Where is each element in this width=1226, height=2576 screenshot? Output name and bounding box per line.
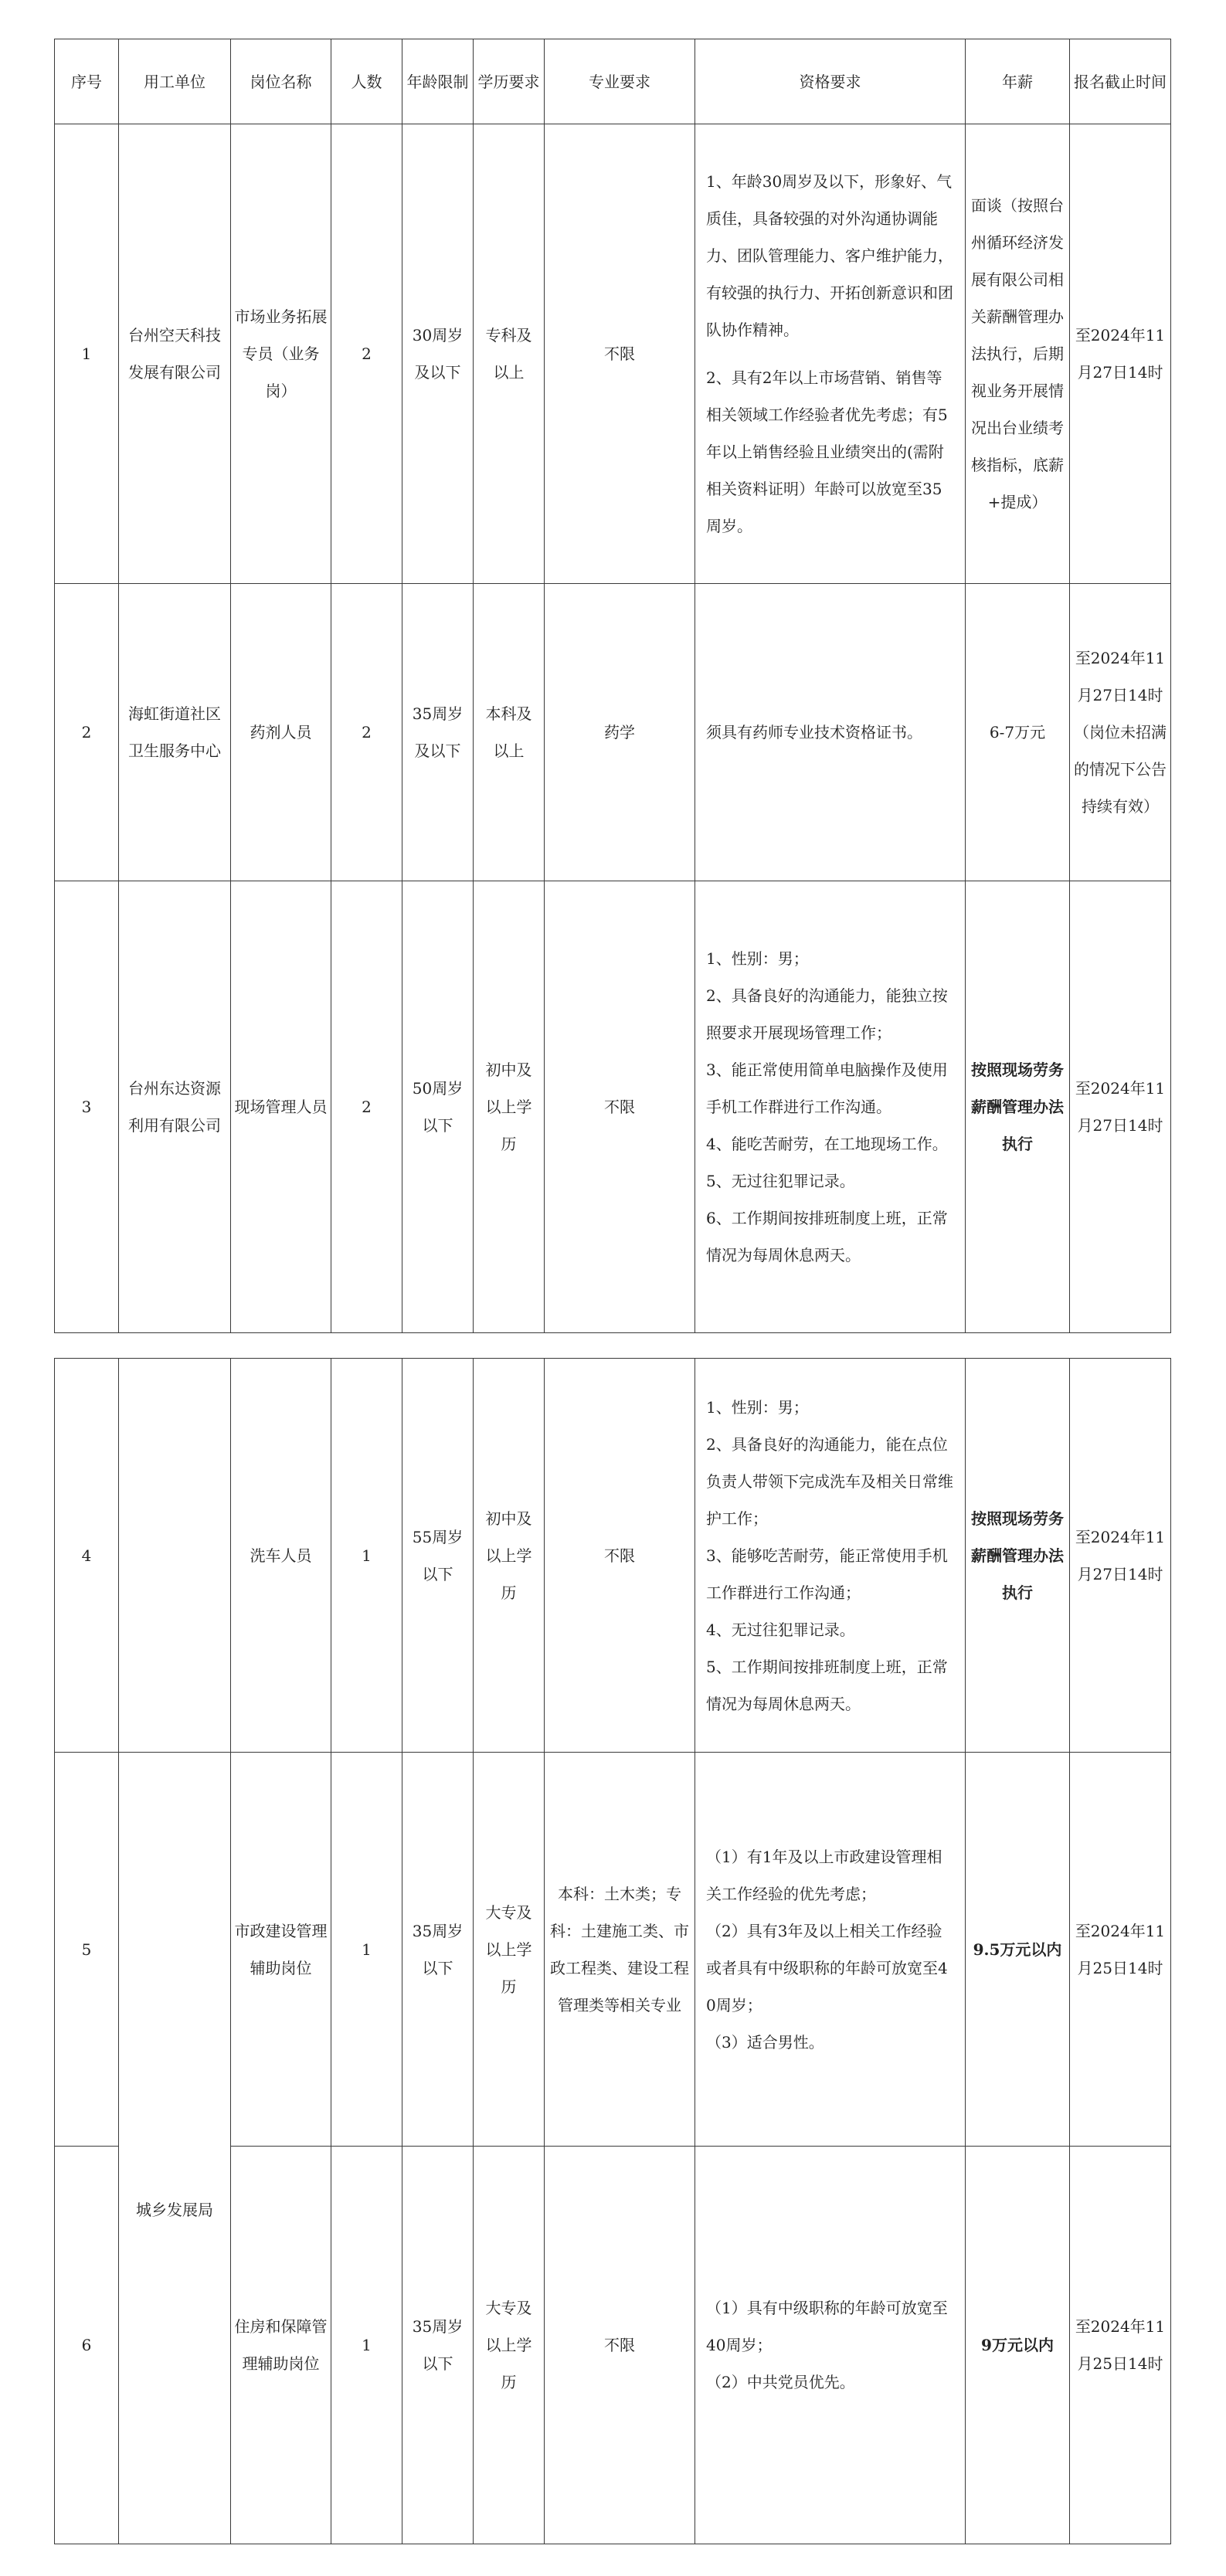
row-unit: 台州空天科技发展有限公司 xyxy=(119,124,231,584)
qual-item: （2）具有3年及以上相关工作经验或者具有中级职称的年龄可放宽至40周岁； xyxy=(706,1921,948,2014)
row-count: 1 xyxy=(331,2147,402,2544)
row-deadline: 至2024年11月27日14时 xyxy=(1070,881,1171,1333)
row-edu: 初中及以上学历 xyxy=(474,1359,545,1753)
row-count: 2 xyxy=(331,584,402,881)
row-major: 不限 xyxy=(545,881,695,1333)
header-qual: 资格要求 xyxy=(695,39,966,124)
row-age: 35周岁及以下 xyxy=(402,584,474,881)
row-qual xyxy=(695,881,966,1333)
qual-item: 6、工作期间按排班制度上班，正常情况为每周休息两天。 xyxy=(706,1209,948,1264)
qual-item: 1、性别：男； xyxy=(706,1397,809,1417)
table-row xyxy=(55,1753,1171,2147)
row-position: 现场管理人员 xyxy=(231,881,331,1333)
row-salary: 按照现场劳务薪酬管理办法执行 xyxy=(966,881,1070,1333)
row-salary: 6-7万元 xyxy=(966,584,1070,881)
row-edu: 初中及以上学历 xyxy=(474,881,545,1333)
row-qual xyxy=(695,124,966,584)
row-qual xyxy=(695,1753,966,2147)
table-row xyxy=(55,1359,1171,1753)
row-count: 1 xyxy=(331,1359,402,1753)
qual-item: 须具有药师专业技术资格证书。 xyxy=(706,723,922,742)
row-age: 35周岁以下 xyxy=(402,2147,474,2544)
header-major: 专业要求 xyxy=(545,39,695,124)
row-major: 药学 xyxy=(545,584,695,881)
qual-item: 5、工作期间按排班制度上班，正常情况为每周休息两天。 xyxy=(706,1657,948,1713)
qual-item: 1、年龄30周岁及以下，形象好、气质佳，具备较强的对外沟通协调能力、团队管理能力、客户维护能力，有较强的执行力、开拓创新意识和团队协作精神。 xyxy=(706,172,953,339)
row-qual xyxy=(695,584,966,881)
row-no: 5 xyxy=(55,1753,119,2147)
recruitment-table-part2 xyxy=(54,1358,1171,2544)
row-edu: 专科及以上 xyxy=(474,124,545,584)
row-no: 3 xyxy=(55,881,119,1333)
qual-item: 2、具备良好的沟通能力，能在点位负责人带领下完成洗车及相关日常维护工作； xyxy=(706,1434,953,1528)
row-count: 2 xyxy=(331,881,402,1333)
row-deadline: 至2024年11月27日14时 xyxy=(1070,1359,1171,1753)
header-no: 序号 xyxy=(55,39,119,124)
row-position: 洗车人员 xyxy=(231,1359,331,1753)
row-edu: 大专及以上学历 xyxy=(474,1753,545,2147)
row-qual xyxy=(695,1359,966,1753)
table-row xyxy=(55,584,1171,881)
row-unit: 海虹街道社区卫生服务中心 xyxy=(119,584,231,881)
row-edu: 本科及以上 xyxy=(474,584,545,881)
header-salary: 年薪 xyxy=(966,39,1070,124)
row-age: 50周岁以下 xyxy=(402,881,474,1333)
qual-item: 2、具备良好的沟通能力，能独立按照要求开展现场管理工作； xyxy=(706,986,948,1042)
row-unit: 台州东达资源利用有限公司 xyxy=(119,881,231,1333)
row-salary: 9万元以内 xyxy=(966,2147,1070,2544)
row-count: 2 xyxy=(331,124,402,584)
qual-item: 4、无过往犯罪记录。 xyxy=(706,1620,855,1639)
row-major: 本科：土木类；专科：土建施工类、市政工程类、建设工程管理类等相关专业 xyxy=(545,1753,695,2147)
qual-item: （1）有1年及以上市政建设管理相关工作经验的优先考虑； xyxy=(706,1847,942,1903)
row-count: 1 xyxy=(331,1753,402,2147)
row-salary: 9.5万元以内 xyxy=(966,1753,1070,2147)
row-unit: 城乡发展局 xyxy=(136,2201,213,2219)
row-no: 1 xyxy=(55,124,119,584)
row-unit-merged xyxy=(119,1753,231,2544)
row-position: 市场业务拓展专员（业务岗） xyxy=(231,124,331,584)
qual-item: 3、能够吃苦耐劳，能正常使用手机工作群进行工作沟通； xyxy=(706,1546,948,1602)
row-age: 35周岁以下 xyxy=(402,1753,474,2147)
table-row xyxy=(55,124,1171,584)
table-header-row xyxy=(55,39,1171,124)
qual-item: 5、无过往犯罪记录。 xyxy=(706,1172,855,1190)
header-edu: 学历要求 xyxy=(474,39,545,124)
qual-item: 4、能吃苦耐劳，在工地现场工作。 xyxy=(706,1135,948,1153)
row-position: 药剂人员 xyxy=(231,584,331,881)
qual-item: （1）具有中级职称的年龄可放宽至40周岁； xyxy=(706,2299,948,2354)
recruitment-table-part1 xyxy=(54,39,1171,1333)
row-salary: 按照现场劳务薪酬管理办法执行 xyxy=(966,1359,1070,1753)
row-major: 不限 xyxy=(545,124,695,584)
table-row xyxy=(55,881,1171,1333)
row-deadline: 至2024年11月27日14时 xyxy=(1070,124,1171,584)
qual-item: 3、能正常使用简单电脑操作及使用手机工作群进行工作沟通。 xyxy=(706,1061,948,1116)
header-deadline: 报名截止时间 xyxy=(1070,39,1171,124)
row-position: 市政建设管理辅助岗位 xyxy=(231,1753,331,2147)
row-position: 住房和保障管理辅助岗位 xyxy=(231,2147,331,2544)
row-deadline: 至2024年11月27日14时（岗位未招满的情况下公告持续有效） xyxy=(1070,584,1171,881)
row-deadline: 至2024年11月25日14时 xyxy=(1070,1753,1171,2147)
qual-item: 1、性别：男； xyxy=(706,949,809,968)
row-no: 4 xyxy=(55,1359,119,1753)
row-no: 6 xyxy=(55,2147,119,2544)
row-major: 不限 xyxy=(545,2147,695,2544)
row-major: 不限 xyxy=(545,1359,695,1753)
row-no: 2 xyxy=(55,584,119,881)
row-deadline: 至2024年11月25日14时 xyxy=(1070,2147,1171,2544)
qual-item: 2、具有2年以上市场营销、销售等相关领域工作经验者优先考虑；有5年以上销售经验且业绩突出的(需附相关资料证明）年龄可以放宽至35周岁。 xyxy=(706,368,948,535)
row-edu: 大专及以上学历 xyxy=(474,2147,545,2544)
row-unit xyxy=(119,1359,231,1753)
qual-item: （2）中共党员优先。 xyxy=(706,2373,855,2391)
header-count: 人数 xyxy=(331,39,402,124)
header-unit: 用工单位 xyxy=(119,39,231,124)
row-age: 30周岁及以下 xyxy=(402,124,474,584)
row-age: 55周岁以下 xyxy=(402,1359,474,1753)
header-position: 岗位名称 xyxy=(231,39,331,124)
row-salary: 面谈（按照台州循环经济发展有限公司相关薪酬管理办法执行，后期视业务开展情况出台业绩考核指标，底薪+提成） xyxy=(966,124,1070,584)
row-qual xyxy=(695,2147,966,2544)
qual-item: （3）适合男性。 xyxy=(706,2032,824,2052)
header-age: 年龄限制 xyxy=(402,39,474,124)
